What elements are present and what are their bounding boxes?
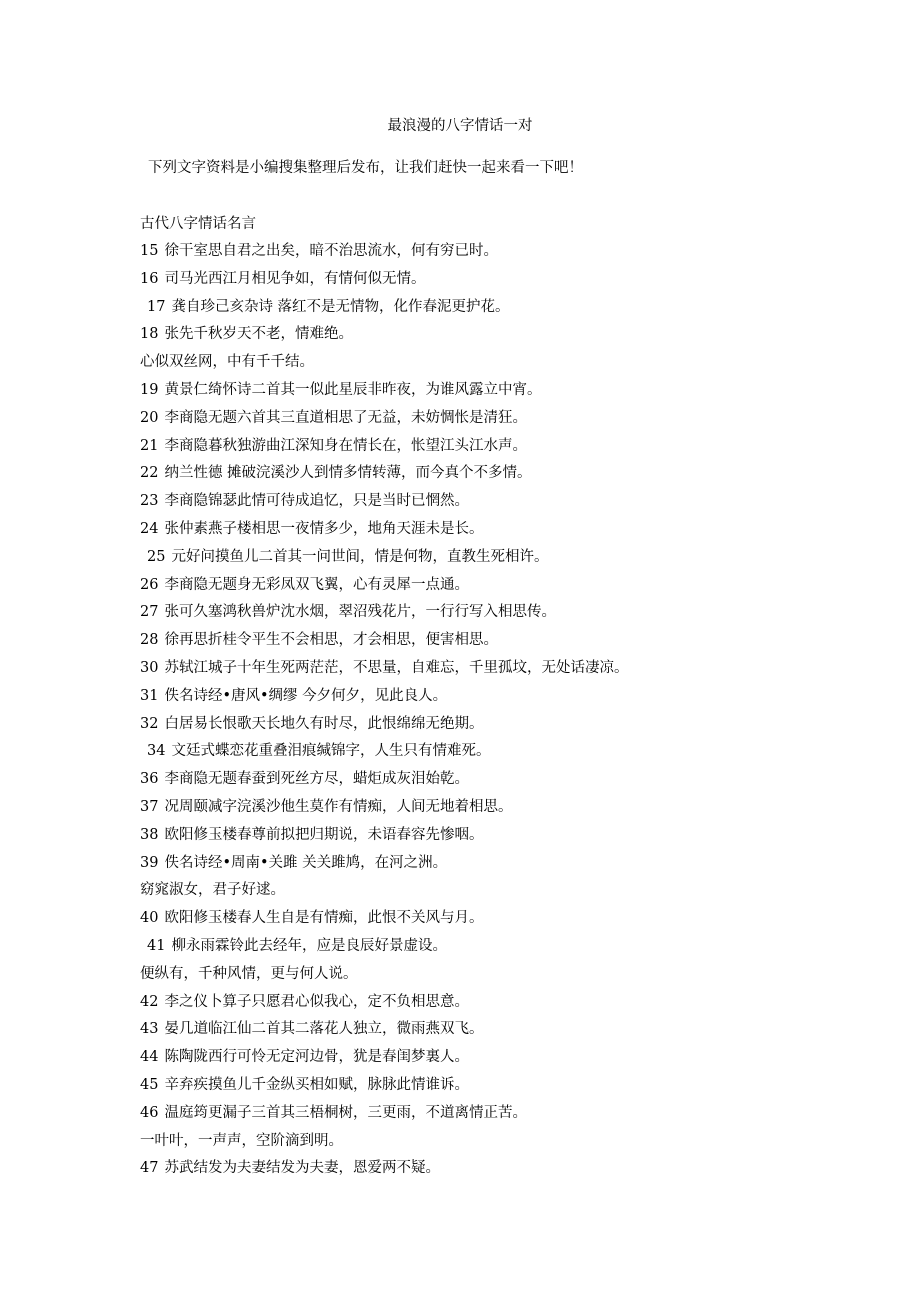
quote-line	[140, 936, 628, 964]
quote-number: 25	[147, 548, 166, 565]
quote-text: 温庭筠更漏子三首其三梧桐树，三更雨，不道离情正苦。	[164, 1104, 527, 1121]
quote-text: 李商隐暮秋独游曲江深知身在情长在，怅望江头江水声。	[164, 437, 527, 454]
quote-text: 窈窕淑女，君子好逑。	[140, 882, 285, 899]
quote-line	[140, 463, 628, 491]
quote-text: 徐再思折桂令平生不会相思，才会相思，便害相思。	[164, 632, 498, 649]
quote-line	[140, 853, 628, 881]
quote-text: 心似双丝网，中有千千结。	[140, 354, 314, 371]
quote-line	[140, 269, 628, 297]
quote-line	[140, 1103, 628, 1131]
quote-number: 19	[140, 381, 159, 398]
quote-line	[140, 686, 628, 714]
quote-number: 46	[140, 1104, 159, 1121]
quote-text: 文廷式蝶恋花重叠泪痕缄锦字，人生只有情难死。	[171, 743, 491, 760]
section-heading: 古代八字情话名言	[140, 216, 256, 232]
quote-number: 42	[140, 993, 159, 1010]
quote-text: 一叶叶，一声声，空阶滴到明。	[140, 1132, 343, 1149]
quote-number: 47	[140, 1160, 159, 1177]
quote-number: 24	[140, 520, 159, 537]
quote-line	[140, 519, 628, 547]
document-title: 最浪漫的八字情话一对	[387, 118, 533, 134]
quote-line	[140, 602, 628, 630]
quote-line	[140, 408, 628, 436]
quote-text: 李商隐锦瑟此情可待成追忆，只是当时已惘然。	[164, 493, 469, 510]
quote-text: 陈陶陇西行可怜无定河边骨，犹是春闺梦裏人。	[164, 1049, 469, 1066]
quote-number: 44	[140, 1049, 159, 1066]
quote-line	[140, 714, 628, 742]
quote-line	[140, 741, 628, 769]
quote-line	[140, 908, 628, 936]
quote-text: 张可久塞鸿秋兽炉沈水烟，翠沼残花片，一行行写入相思传。	[164, 604, 556, 621]
intro-paragraph: 下列文字资料是小编搜集整理后发布，让我们赶快一起来看一下吧！	[148, 160, 583, 176]
quote-text: 欧阳修玉楼春尊前拟把归期说，未语春容先惨咽。	[164, 826, 484, 843]
quote-line	[140, 1158, 628, 1186]
quote-number: 41	[147, 937, 166, 954]
quote-number: 16	[140, 270, 159, 287]
quote-number: 26	[140, 576, 159, 593]
quote-line	[140, 297, 628, 325]
quote-text: 黄景仁绮怀诗二首其一似此星辰非昨夜，为谁风露立中宵。	[164, 381, 542, 398]
quote-line	[140, 797, 628, 825]
quote-text: 徐干室思自君之出矣，暗不治思流水，何有穷已时。	[164, 243, 498, 259]
quote-text: 纳兰性德 摊破浣溪沙人到情多情转薄，而今真个不多情。	[164, 465, 532, 482]
quote-line	[140, 658, 628, 686]
quote-line	[140, 491, 628, 519]
quote-text: 张先千秋岁天不老，情难绝。	[164, 326, 353, 343]
quote-number: 23	[140, 493, 159, 510]
quote-line	[140, 1047, 628, 1075]
quote-text: 苏轼江城子十年生死两茫茫，不思量，自难忘，千里孤坟，无处话凄凉。	[164, 659, 629, 676]
quote-number: 27	[140, 604, 159, 621]
quote-text: 况周颐减字浣溪沙他生莫作有情痴，人间无地着相思。	[164, 798, 513, 815]
quote-number: 36	[140, 771, 159, 788]
quote-number: 15	[140, 243, 159, 259]
quote-text: 李之仪卜算子只愿君心似我心，定不负相思意。	[164, 993, 469, 1010]
quote-line	[140, 436, 628, 464]
quote-number: 45	[140, 1076, 159, 1093]
quote-line	[140, 575, 628, 603]
quote-line	[140, 1075, 628, 1103]
quote-number: 31	[140, 687, 159, 704]
quote-list	[140, 241, 628, 1186]
quote-text: 便纵有，千种风情，更与何人说。	[140, 965, 358, 982]
quote-line	[140, 769, 628, 797]
quote-line	[140, 825, 628, 853]
quote-number: 34	[147, 743, 166, 760]
quote-text: 李商隐无题身无彩凤双飞翼，心有灵犀一点通。	[164, 576, 469, 593]
quote-line	[140, 352, 628, 380]
quote-text: 苏武结发为夫妻结发为夫妻，恩爱两不疑。	[164, 1160, 440, 1177]
quote-text: 龚自珍己亥杂诗 落红不是无情物，化作春泥更护花。	[171, 298, 510, 315]
quote-number: 20	[140, 409, 159, 426]
quote-line	[140, 880, 628, 908]
quote-text: 司马光西江月相见争如，有情何似无情。	[164, 270, 426, 287]
quote-text: 佚名诗经•唐风•绸缪 今夕何夕，见此良人。	[164, 687, 448, 704]
quote-text: 李商隐无题春蚕到死丝方尽，蜡炬成灰泪始乾。	[164, 771, 469, 788]
quote-text: 李商隐无题六首其三直道相思了无益，未妨惆怅是清狂。	[164, 409, 527, 426]
quote-line	[140, 1131, 628, 1159]
quote-number: 22	[140, 465, 159, 482]
quote-number: 28	[140, 632, 159, 649]
quote-text: 佚名诗经•周南•关雎 关关雎鸠，在河之洲。	[164, 854, 448, 871]
quote-line	[140, 964, 628, 992]
quote-line	[140, 630, 628, 658]
quote-number: 39	[140, 854, 159, 871]
quote-number: 40	[140, 910, 159, 927]
quote-line	[140, 380, 628, 408]
quote-number: 37	[140, 798, 159, 815]
quote-line	[140, 547, 628, 575]
quote-line	[140, 324, 628, 352]
quote-number: 21	[140, 437, 159, 454]
quote-text: 张仲素燕子楼相思一夜情多少，地角天涯未是长。	[164, 520, 484, 537]
quote-text: 柳永雨霖铃此去经年，应是良辰好景虚设。	[171, 937, 447, 954]
quote-line	[140, 1019, 628, 1047]
quote-line	[140, 992, 628, 1020]
quote-text: 欧阳修玉楼春人生自是有情痴，此恨不关风与月。	[164, 910, 484, 927]
quote-number: 18	[140, 326, 159, 343]
quote-text: 辛弃疾摸鱼儿千金纵买相如赋，脉脉此情谁诉。	[164, 1076, 469, 1093]
quote-text: 白居易长恨歌天长地久有时尽，此恨绵绵无绝期。	[164, 715, 484, 732]
quote-text: 元好问摸鱼儿二首其一问世间，情是何物，直教生死相许。	[171, 548, 549, 565]
quote-line	[140, 241, 628, 269]
quote-number: 30	[140, 659, 159, 676]
quote-number: 17	[147, 298, 166, 315]
quote-number: 38	[140, 826, 159, 843]
quote-text: 晏几道临江仙二首其二落花人独立，微雨燕双飞。	[164, 1021, 484, 1038]
quote-number: 32	[140, 715, 159, 732]
quote-number: 43	[140, 1021, 159, 1038]
